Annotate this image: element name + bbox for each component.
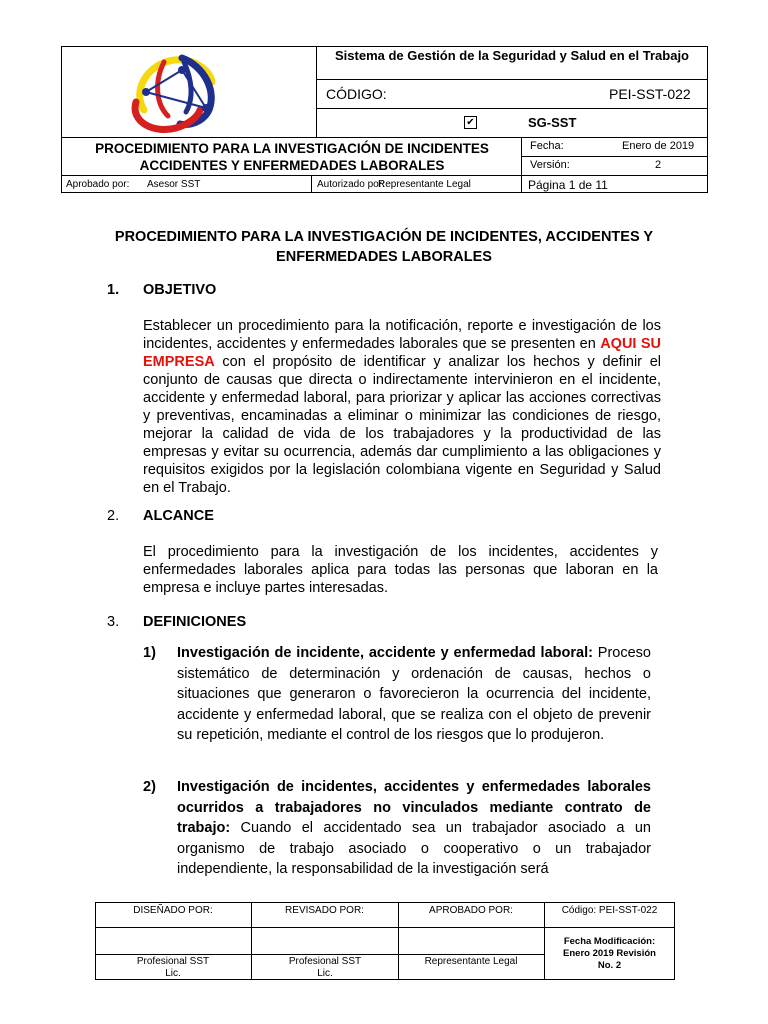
divider [521,137,522,193]
divider [311,175,312,193]
definition-2-text: Cuando el accidentado sea un trabajador asociado a un organismo de trabajo asociado o cooperativo o un trabajador independiente, la responsabilidad de la investigación será [177,820,651,877]
code-value: PEI-SST-022 [609,86,691,102]
divider [61,137,708,138]
sgsst-label: SG-SST [528,115,577,130]
section-1-number: 1. [107,282,120,298]
divider [521,156,708,157]
divider [316,46,317,137]
approved-footer-label: APROBADO POR: [429,905,513,916]
divider [544,927,675,928]
divider [316,79,708,80]
section-2-number: 2. [107,508,120,524]
reviewed-value: Profesional SST Lic. [288,956,362,979]
modification-info: Fecha Modificación: Enero 2019 Revisión No. 2 [563,936,656,971]
authorized-value: Representante Legal [378,179,471,190]
reviewed-label: REVISADO POR: [285,905,364,916]
date-value: Enero de 2019 [622,140,695,152]
procedure-title: PROCEDIMIENTO PARA LA INVESTIGACIÓN DE INCIDENTES ACCIDENTES Y ENFERMEDADES LABORALES [95,141,489,173]
section-1-title: OBJETIVO [143,282,217,298]
definition-1-text: Proceso sistemático de determinación y ordenación de causas, hechos o situaciones que generaron o favorecieron la ocurrencia del incidente, accidente y enfermedad laboral, que se realiza con el objeto de prevenir su repetición, mediante el control de los riesgos que lo produjeron. [177,645,651,743]
date-label: Fecha: [530,140,564,152]
approved-footer-value: Representante Legal [424,956,518,967]
divider [95,954,544,955]
company-placeholder: AQUI SU EMPRESA [143,336,661,370]
system-title: Sistema de Gestión de la Seguridad y Salud en el Trabajo [335,48,689,63]
page-number: Página 1 de 11 [528,178,608,192]
section-3-number: 3. [107,614,120,630]
definition-2-number: 2) [143,779,156,795]
definition-1-number: 1) [143,645,156,661]
company-logo [124,52,224,134]
definition-1 [177,643,651,746]
version-label: Versión: [530,159,570,171]
definition-2-title: Investigación de incidentes, accidentes y enfermedades laborales ocurridos a trabajadores no vinculados mediante contrato de trabajo: [177,779,651,836]
section-2-title: ALCANCE [143,508,214,524]
version-value: 2 [655,159,662,171]
approved-label: Aprobado por: [66,179,130,190]
footer-code: Código: PEI-SST-022 [561,905,658,916]
designed-label: DISEÑADO POR: [133,905,213,916]
checkbox[interactable]: ✔ [464,116,477,129]
document-title: PROCEDIMIENTO PARA LA INVESTIGACIÓN DE INCIDENTES, ACCIDENTES Y ENFERMEDADES LABORALES [114,229,654,265]
section-2-text: El procedimiento para la investigación de los incidentes, accidentes y enfermedades laborales aplica para todas las personas que laboran en la empresa e incluye partes interesadas. [143,544,658,596]
designed-value: Profesional SST Lic. [136,956,210,979]
definition-1-title: Investigación de incidente, accidente y enfermedad laboral: [177,645,593,661]
divider [61,175,708,176]
section-3-title: DEFINICIONES [143,614,247,630]
approved-value: Asesor SST [147,179,201,190]
section-1-text-a: Establecer un procedimiento para la notificación, reporte e investigación de los incidentes, accidentes y enfermedades laborales que se presenten en [143,318,661,352]
section-1-text [143,317,661,497]
authorized-label: Autorizado por: [317,179,385,190]
definition-2 [177,777,651,880]
divider [95,927,544,928]
section-1-text-b: con el propósito de identificar y analizar los hechos y definir el conjunto de causas que directa o indirectamente intervinieron en el incidente, accidente y enfermedad laboral, para priorizar y aplicar las acciones correctivas y preventivas, encaminadas a eliminar o minimizar las condiciones de riesgo, mejorar la calidad de vida de los trabajadores y la productividad de las empresas y evitar su ocurrencia, además dar cumplimiento a las obligaciones y requisitos exigidos por la legislación colombiana vigente en Seguridad y Salud en el Trabajo. [143,354,661,496]
divider [316,108,708,109]
code-label: CÓDIGO: [326,86,387,102]
